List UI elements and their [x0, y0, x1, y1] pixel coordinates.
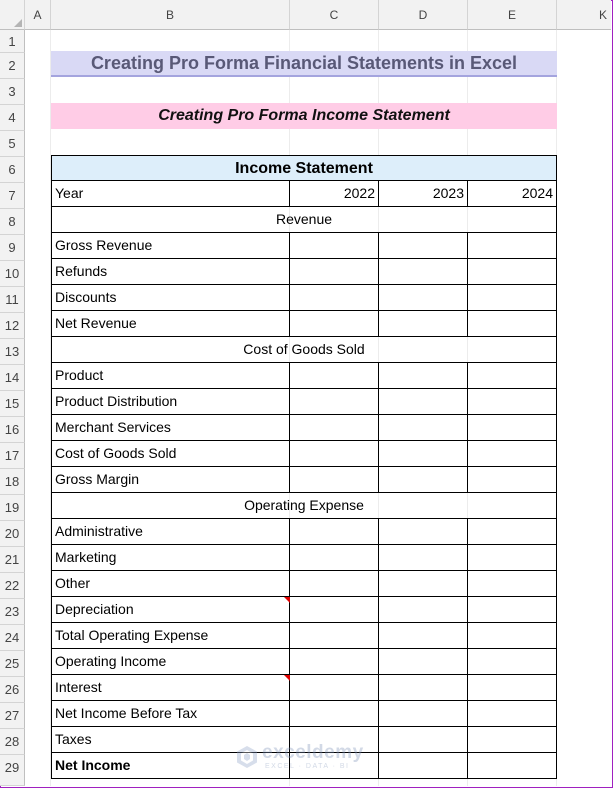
value-cell[interactable]: [468, 701, 557, 727]
value-cell[interactable]: [290, 415, 379, 441]
table-row: [51, 623, 557, 649]
row-header[interactable]: 4: [0, 105, 25, 131]
row-header[interactable]: 17: [0, 443, 25, 469]
label-cell[interactable]: Discounts: [51, 285, 290, 311]
label-cell[interactable]: Marketing: [51, 545, 290, 571]
table-row: [51, 545, 557, 571]
value-cell[interactable]: [379, 363, 468, 389]
value-cell[interactable]: [468, 363, 557, 389]
row-header[interactable]: 27: [0, 703, 25, 729]
row-header[interactable]: 29: [0, 755, 25, 786]
value-cell[interactable]: [290, 519, 379, 545]
value-cell[interactable]: [468, 415, 557, 441]
value-cell[interactable]: [379, 311, 468, 337]
comment-indicator-icon[interactable]: [284, 597, 290, 603]
value-cell[interactable]: [290, 389, 379, 415]
row-header[interactable]: 11: [0, 287, 25, 313]
value-cell[interactable]: [290, 701, 379, 727]
value-cell[interactable]: [290, 623, 379, 649]
table-row: [51, 259, 557, 285]
row-header[interactable]: 8: [0, 209, 25, 235]
sheet-subtitle-banner[interactable]: Creating Pro Forma Income Statement: [51, 103, 557, 129]
row-header[interactable]: 28: [0, 729, 25, 755]
row-header[interactable]: 21: [0, 547, 25, 573]
table-row: [51, 285, 557, 311]
row-header[interactable]: 18: [0, 469, 25, 495]
value-cell[interactable]: [379, 259, 468, 285]
section-row: [51, 207, 557, 233]
table-row: [51, 441, 557, 467]
value-cell[interactable]: [290, 649, 379, 675]
row-header[interactable]: 19: [0, 495, 25, 521]
value-cell[interactable]: [379, 441, 468, 467]
row-header[interactable]: 10: [0, 261, 25, 287]
value-cell[interactable]: [290, 571, 379, 597]
value-cell[interactable]: [290, 363, 379, 389]
value-cell[interactable]: [290, 467, 379, 493]
value-cell[interactable]: [379, 389, 468, 415]
row-header[interactable]: 3: [0, 79, 25, 105]
watermark-name: exceldemy: [262, 742, 364, 763]
row-header[interactable]: 22: [0, 573, 25, 599]
column-header-k[interactable]: K: [557, 0, 611, 30]
label-cell[interactable]: Administrative: [51, 519, 290, 545]
section-cogs-cell[interactable]: Cost of Goods Sold: [51, 337, 557, 363]
value-cell[interactable]: [379, 519, 468, 545]
section-revenue-cell[interactable]: Revenue: [51, 207, 557, 233]
value-cell[interactable]: [290, 675, 379, 701]
value-cell[interactable]: [468, 545, 557, 571]
row-header[interactable]: 16: [0, 417, 25, 443]
value-cell[interactable]: [379, 233, 468, 259]
value-cell[interactable]: [379, 597, 468, 623]
section-opex-cell[interactable]: Operating Expense: [51, 493, 557, 519]
table-row: [51, 571, 557, 597]
select-all-corner[interactable]: [0, 0, 25, 30]
row-header[interactable]: 20: [0, 521, 25, 547]
value-cell[interactable]: [379, 285, 468, 311]
value-cell[interactable]: [290, 597, 379, 623]
row-header[interactable]: 5: [0, 131, 25, 157]
column-header-b[interactable]: B: [51, 0, 290, 30]
value-cell[interactable]: [290, 545, 379, 571]
table-row: [51, 467, 557, 493]
table-row: [51, 363, 557, 389]
label-cell[interactable]: Other: [51, 571, 290, 597]
row-header[interactable]: 13: [0, 339, 25, 365]
table-row: [51, 675, 557, 701]
value-cell[interactable]: [468, 389, 557, 415]
value-cell[interactable]: [468, 753, 557, 779]
label-cell[interactable]: Net Income Before Tax: [51, 701, 290, 727]
value-cell[interactable]: [468, 727, 557, 753]
label-cell[interactable]: Depreciation: [51, 597, 290, 623]
value-cell[interactable]: [290, 441, 379, 467]
value-cell[interactable]: [468, 441, 557, 467]
value-cell[interactable]: [290, 285, 379, 311]
value-cell[interactable]: [379, 467, 468, 493]
value-cell[interactable]: [468, 259, 557, 285]
year-cell[interactable]: 2022: [290, 181, 379, 207]
column-header-c[interactable]: C: [290, 0, 379, 30]
label-cell[interactable]: Refunds: [51, 259, 290, 285]
table-row: [51, 233, 557, 259]
table-row: [51, 649, 557, 675]
row-header[interactable]: 6: [0, 157, 25, 183]
value-cell[interactable]: [468, 519, 557, 545]
value-cell[interactable]: [379, 545, 468, 571]
label-cell[interactable]: Interest: [51, 675, 290, 701]
table-row: [51, 311, 557, 337]
row-header[interactable]: 12: [0, 313, 25, 339]
value-cell[interactable]: [468, 467, 557, 493]
row-header[interactable]: 24: [0, 625, 25, 651]
row-header[interactable]: 26: [0, 677, 25, 703]
column-header-e[interactable]: E: [468, 0, 557, 30]
row-header[interactable]: 14: [0, 365, 25, 391]
table-row: [51, 181, 557, 207]
table-row: [51, 415, 557, 441]
exceldemy-watermark: [232, 742, 382, 774]
column-header-d[interactable]: D: [379, 0, 468, 30]
value-cell[interactable]: [379, 623, 468, 649]
table-title-row: [51, 155, 557, 181]
value-cell[interactable]: [290, 233, 379, 259]
row-header[interactable]: 23: [0, 599, 25, 625]
label-cell[interactable]: Net Income: [51, 753, 290, 779]
column-header-a[interactable]: A: [25, 0, 51, 30]
table-row: [51, 389, 557, 415]
value-cell[interactable]: [379, 701, 468, 727]
value-cell[interactable]: [468, 649, 557, 675]
label-cell[interactable]: Gross Revenue: [51, 233, 290, 259]
value-cell[interactable]: [379, 649, 468, 675]
exceldemy-logo-icon: [236, 745, 258, 769]
label-cell[interactable]: Gross Margin: [51, 467, 290, 493]
value-cell[interactable]: [379, 571, 468, 597]
value-cell[interactable]: [468, 597, 557, 623]
row-header[interactable]: 1: [0, 30, 25, 53]
value-cell[interactable]: [290, 259, 379, 285]
value-cell[interactable]: [468, 571, 557, 597]
value-cell[interactable]: [379, 415, 468, 441]
label-cell[interactable]: Merchant Services: [51, 415, 290, 441]
row-header[interactable]: 25: [0, 651, 25, 677]
year-cell[interactable]: 2024: [468, 181, 557, 207]
row-header[interactable]: 15: [0, 391, 25, 417]
table-row: [51, 701, 557, 727]
value-cell[interactable]: [379, 675, 468, 701]
sheet-title-banner[interactable]: Creating Pro Forma Financial Statements in Excel: [51, 51, 557, 77]
comment-indicator-icon[interactable]: [284, 675, 290, 681]
label-cell[interactable]: Operating Income: [51, 649, 290, 675]
label-cell[interactable]: Product: [51, 363, 290, 389]
value-cell[interactable]: [468, 623, 557, 649]
table-row: [51, 597, 557, 623]
year-cell[interactable]: 2023: [379, 181, 468, 207]
label-cell[interactable]: Taxes: [51, 727, 290, 753]
value-cell[interactable]: [468, 311, 557, 337]
section-row: [51, 337, 557, 363]
row-header[interactable]: 7: [0, 183, 25, 209]
value-cell[interactable]: [468, 285, 557, 311]
value-cell[interactable]: [379, 727, 468, 753]
row-header[interactable]: 9: [0, 235, 25, 261]
year-label-cell[interactable]: Year: [51, 181, 290, 207]
row-header[interactable]: 2: [0, 53, 25, 79]
table-title-cell[interactable]: Income Statement: [51, 155, 557, 181]
label-cell[interactable]: Total Operating Expense: [51, 623, 290, 649]
table-row: [51, 519, 557, 545]
value-cell[interactable]: [290, 311, 379, 337]
value-cell[interactable]: [468, 233, 557, 259]
section-row: [51, 493, 557, 519]
label-cell[interactable]: Cost of Goods Sold: [51, 441, 290, 467]
label-cell[interactable]: Product Distribution: [51, 389, 290, 415]
value-cell[interactable]: [379, 753, 468, 779]
label-cell[interactable]: Net Revenue: [51, 311, 290, 337]
watermark-tagline: EXCEL · DATA · BI: [265, 763, 350, 770]
value-cell[interactable]: [468, 675, 557, 701]
